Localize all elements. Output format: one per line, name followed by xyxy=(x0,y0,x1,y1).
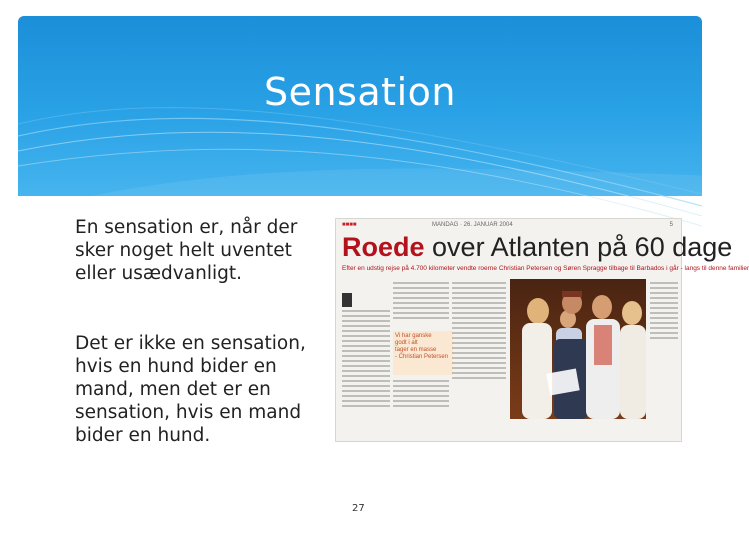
newspaper-logo: ■■■■ xyxy=(342,222,357,228)
newspaper-clipping xyxy=(335,218,749,442)
clipping-deck: Efter en udstig rejse på 4.700 kilometer vendte roerne Christian Petersen og Søren Spragge tilbage til Barbados i går - langs til denne familier xyxy=(342,265,749,272)
pullquote-credit: - Christian Petersen xyxy=(395,354,449,360)
clipping-headline xyxy=(342,231,733,263)
slide-title: Sensation xyxy=(264,70,456,114)
clipping-date: MANDAG · 26. JANUAR 2004 xyxy=(432,222,513,228)
text-column-1 xyxy=(342,279,390,429)
pullquote-line: tager en masse xyxy=(395,347,437,353)
page-number: 27 xyxy=(352,503,365,514)
text-column-3 xyxy=(452,279,506,429)
clipping-pullquote xyxy=(393,331,453,375)
rowers-photo xyxy=(510,279,646,419)
paragraph-definition: En sensation er, når der sker noget helt uventet eller usædvanligt. xyxy=(75,217,298,284)
pullquote-line: godt i alt xyxy=(395,340,418,346)
title-banner xyxy=(18,16,702,196)
headline-rest: over Atlanten på 60 dage xyxy=(424,232,733,262)
paragraph-example: Det er ikke en sensation, hvis en hund bider en mand, men det er en sensation, hvis en mand bider en hund. xyxy=(75,333,306,446)
text-column-2b xyxy=(393,377,449,427)
pullquote-line: Vi har ganske xyxy=(395,333,432,339)
photo-caption xyxy=(650,279,678,342)
clipping-page: 5 xyxy=(669,222,673,228)
headline-red: Roede xyxy=(342,232,425,262)
